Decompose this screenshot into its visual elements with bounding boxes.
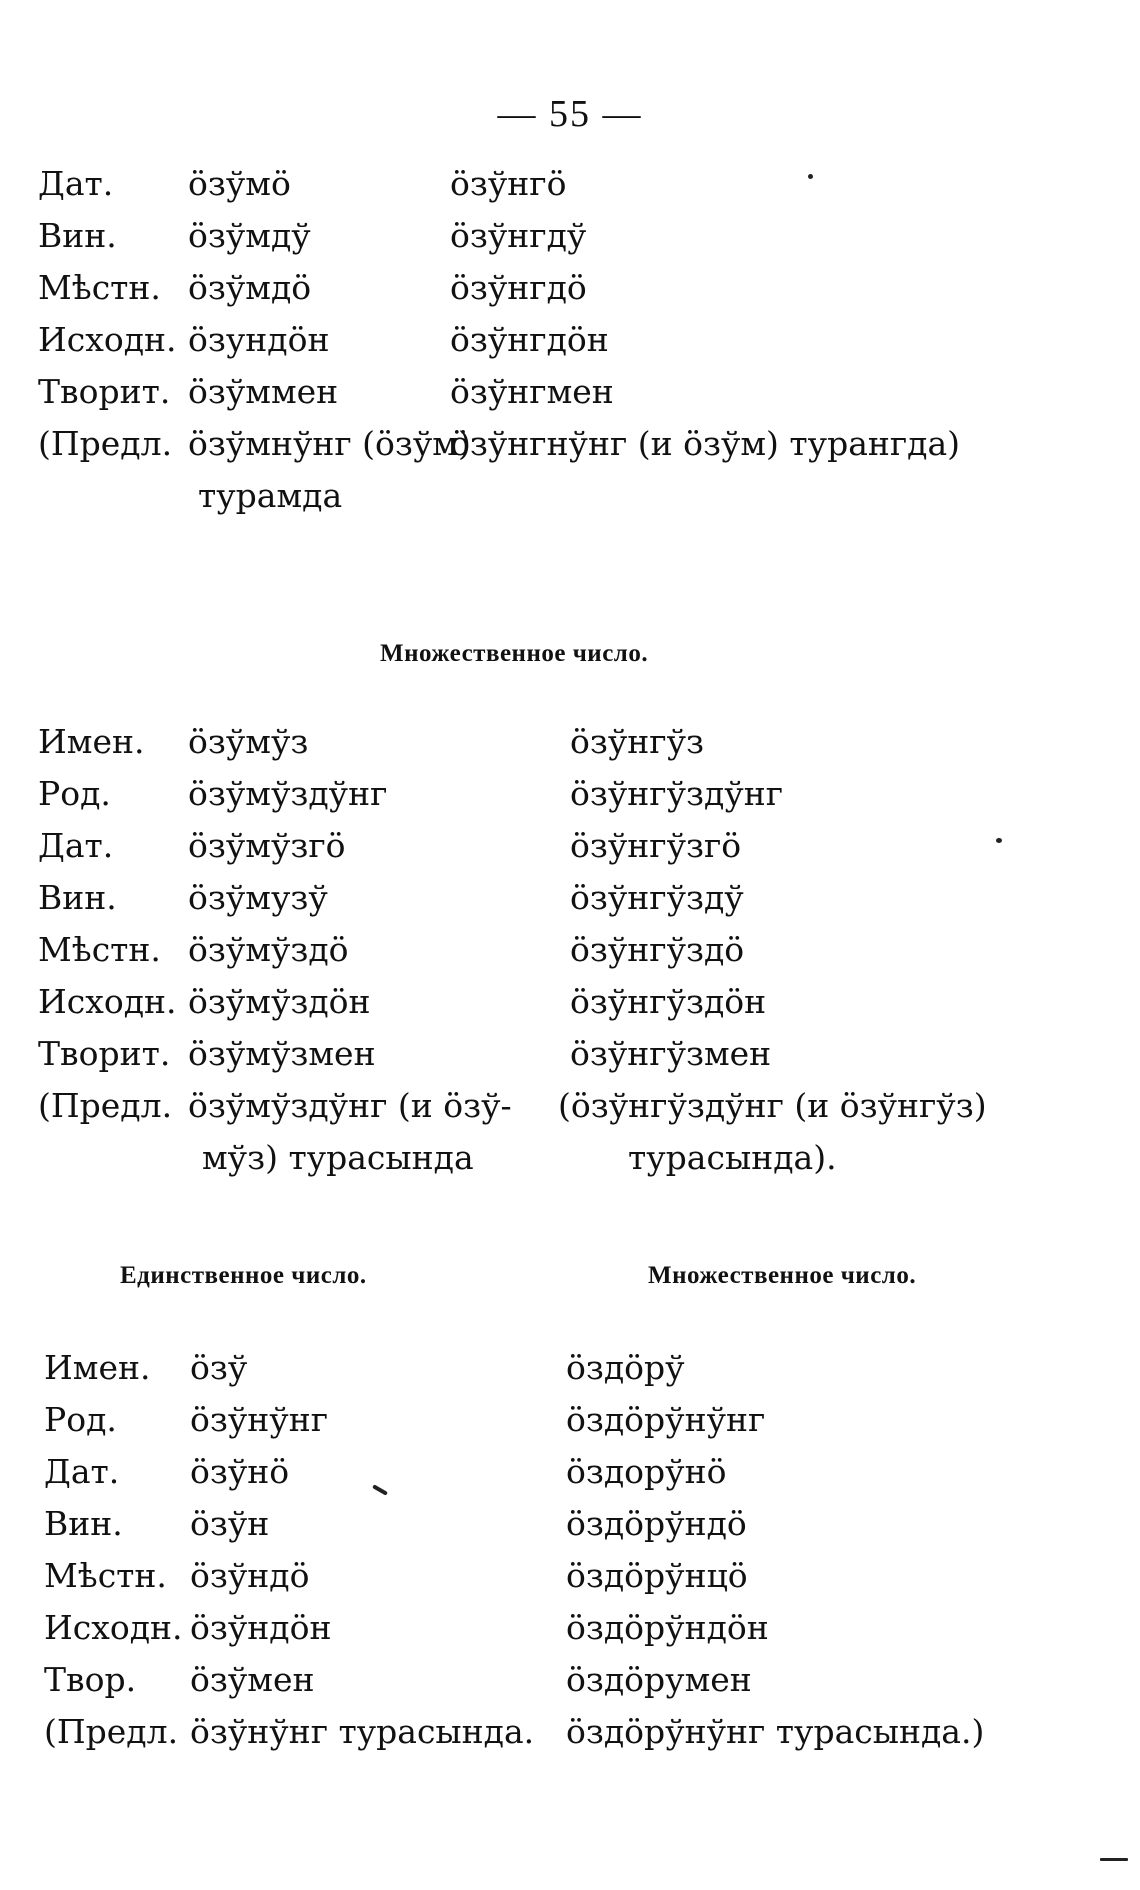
table-row: [38, 210, 1088, 262]
case-label: Имен.: [38, 722, 145, 761]
table-row: [38, 1028, 1088, 1080]
plural-form: öзўнгўзгö: [570, 826, 742, 865]
table-row: [38, 314, 1088, 366]
plural-form: öзўнгдö: [450, 268, 587, 307]
table-row: [38, 716, 1088, 768]
plural-form: öзўнгўздöн: [570, 982, 767, 1021]
plural-form: (öзўнгўздўнг (и öзўнгўз): [558, 1086, 987, 1125]
table-row: [44, 1394, 1094, 1446]
case-label: Мѣстн.: [44, 1556, 167, 1595]
plural-form: öзўнгдöн: [450, 320, 609, 359]
singular-form: öзўмўздўнг (и öзў-: [188, 1086, 512, 1125]
plural-form: öздöрў: [566, 1348, 685, 1387]
table-row: [44, 1342, 1094, 1394]
table-row: [38, 768, 1088, 820]
case-label: Имен.: [44, 1348, 151, 1387]
section-3-table: [44, 1342, 1094, 1758]
continuation-text: турамда: [198, 476, 343, 515]
singular-form: öзўнўнг турасында.: [190, 1712, 535, 1751]
case-label: Исходн.: [38, 320, 177, 359]
singular-form: öзўмнўнг (öзўм): [188, 424, 471, 463]
table-row: [44, 1654, 1094, 1706]
scan-speck: [996, 838, 1002, 843]
section-heading-singular: Единственное число.: [120, 1262, 367, 1289]
singular-form: öзўмўзмен: [188, 1034, 376, 1073]
case-label: Вин.: [38, 216, 117, 255]
table-row: [38, 418, 1088, 470]
section-heading-plural: Множественное число.: [648, 1262, 917, 1289]
case-label: Творит.: [38, 1034, 171, 1073]
plural-form: öзўнгнўнг (и öзўм) турангда): [450, 424, 961, 463]
singular-form: öзўмўздöн: [188, 982, 371, 1021]
case-label: Дат.: [44, 1452, 120, 1491]
case-label: Род.: [38, 774, 111, 813]
plural-form: öздорўнö: [566, 1452, 727, 1491]
table-row-continuation: [38, 1132, 1088, 1184]
case-label: Твор.: [44, 1660, 137, 1699]
singular-form: öзўммен: [188, 372, 339, 411]
singular-form: öзўмўз: [188, 722, 309, 761]
scan-speck: [808, 174, 813, 179]
plural-form: öзўнгўздў: [570, 878, 744, 917]
table-row: [38, 262, 1088, 314]
table-row: [44, 1550, 1094, 1602]
singular-form: öзўмен: [190, 1660, 315, 1699]
plural-form: öзўнгўзмен: [570, 1034, 772, 1073]
case-label: (Предл.: [38, 424, 173, 463]
singular-form: öзўмдö: [188, 268, 312, 307]
plural-form: öзўнгўз: [570, 722, 704, 761]
table-row: [44, 1602, 1094, 1654]
case-label: (Предл.: [38, 1086, 173, 1125]
singular-form: öзўмдў: [188, 216, 311, 255]
section-1-table: [38, 158, 1088, 522]
plural-form: öздöрўндö: [566, 1504, 747, 1543]
continuation-text-plural: турасында).: [628, 1138, 837, 1177]
table-row: [38, 872, 1088, 924]
case-label: Род.: [44, 1400, 117, 1439]
singular-form: öзўндö: [190, 1556, 310, 1595]
singular-form: öзўндöн: [190, 1608, 332, 1647]
plural-form: öздöрўнўнг: [566, 1400, 766, 1439]
plural-form: öздöрўнўнг турасында.): [566, 1712, 985, 1751]
table-row: [38, 976, 1088, 1028]
singular-form: öзўмузў: [188, 878, 328, 917]
section-heading: Множественное число.: [380, 640, 649, 667]
scan-mark: [1100, 1858, 1128, 1861]
table-row: [38, 158, 1088, 210]
case-label: (Предл.: [44, 1712, 179, 1751]
table-row: [44, 1446, 1094, 1498]
singular-form: öзўмўздö: [188, 930, 349, 969]
case-label: Творит.: [38, 372, 171, 411]
continuation-text-singular: мўз) турасында: [202, 1138, 474, 1177]
plural-form: öзўнгö: [450, 164, 567, 203]
plural-form: öзўнгдў: [450, 216, 587, 255]
singular-form: öзўмўздўнг: [188, 774, 388, 813]
plural-form: öзўнгўздö: [570, 930, 745, 969]
table-row: [44, 1498, 1094, 1550]
case-label: Дат.: [38, 164, 114, 203]
case-label: Мѣстн.: [38, 930, 161, 969]
singular-form: öзўн: [190, 1504, 270, 1543]
singular-form: öзўнўнг: [190, 1400, 328, 1439]
case-label: Исходн.: [44, 1608, 183, 1647]
table-row: [44, 1706, 1094, 1758]
case-label: Исходн.: [38, 982, 177, 1021]
plural-form: öздöрумен: [566, 1660, 752, 1699]
table-row: [38, 924, 1088, 976]
table-row-continuation: [38, 470, 1088, 522]
singular-form: öзўмö: [188, 164, 291, 203]
table-row: [38, 1080, 1088, 1132]
singular-form: öзўмўзгö: [188, 826, 346, 865]
case-label: Вин.: [38, 878, 117, 917]
case-label: Вин.: [44, 1504, 123, 1543]
singular-form: öзў: [190, 1348, 248, 1387]
singular-form: öзундöн: [188, 320, 330, 359]
plural-form: öздöрўнцö: [566, 1556, 748, 1595]
case-label: Мѣстн.: [38, 268, 161, 307]
section-2-table: [38, 716, 1088, 1184]
plural-form: öзўнгмен: [450, 372, 614, 411]
page-number: — 55 —: [497, 93, 643, 135]
table-row: [38, 820, 1088, 872]
table-row: [38, 366, 1088, 418]
plural-form: öзўнгўздўнг: [570, 774, 784, 813]
case-label: Дат.: [38, 826, 114, 865]
singular-form: öзўнö: [190, 1452, 290, 1491]
plural-form: öздöрўндöн: [566, 1608, 769, 1647]
